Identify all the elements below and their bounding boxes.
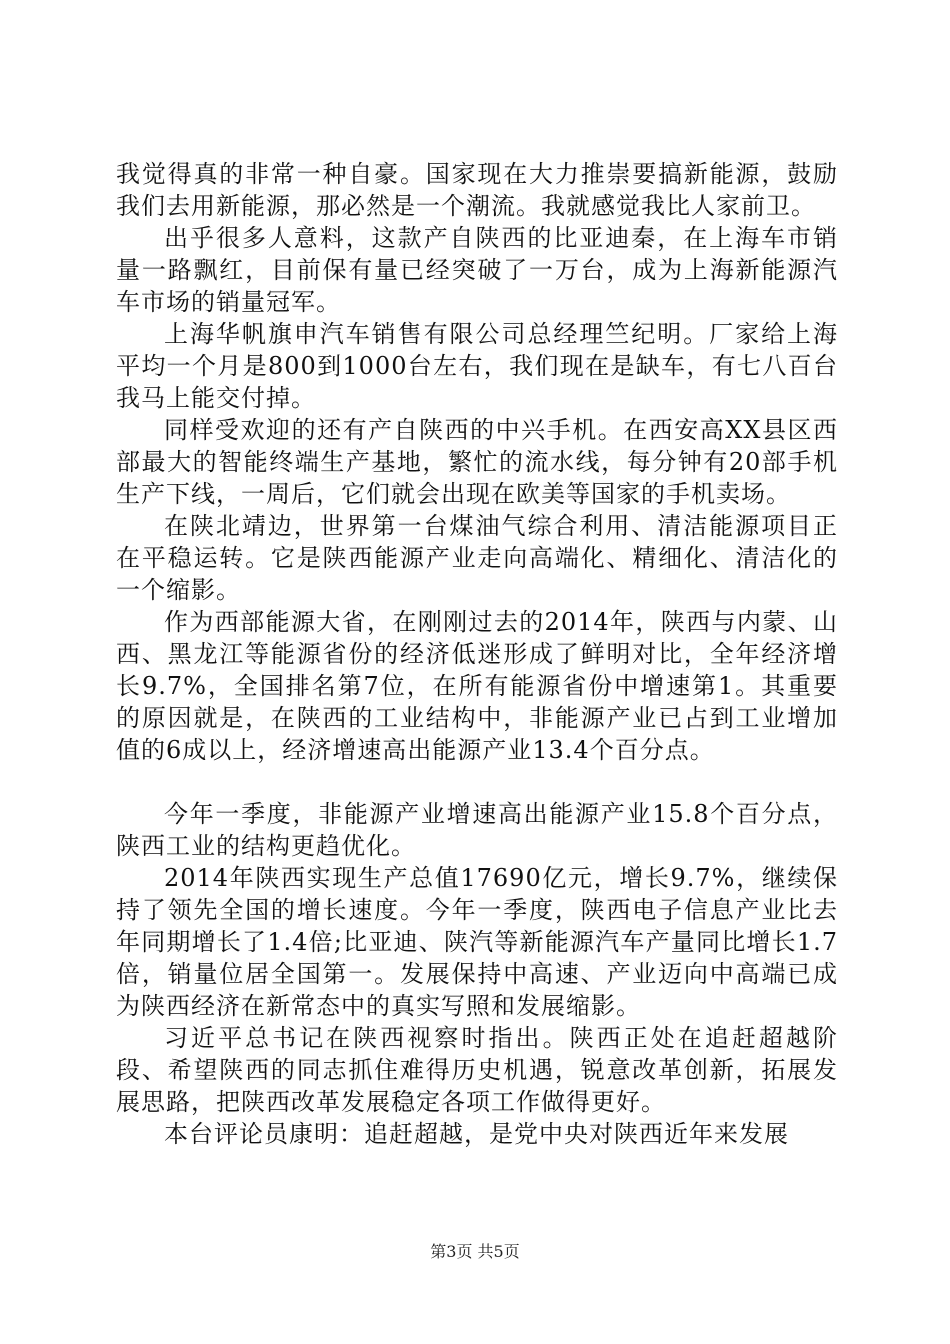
paragraph-6: 作为西部能源大省，在刚刚过去的2014年，陕西与内蒙、山西、黑龙江等能源省份的经济低迷形成了鲜明对比，全年经济增长9.7%，全国排名第7位，在所有能源省份中增速第1。其重要的原因就是，在陕西的工业结构中，非能源产业已占到工业增加值的6成以上，经济增速高出能源产业13.4个百分点。	[116, 608, 838, 764]
paragraph-4: 同样受欢迎的还有产自陕西的中兴手机。在西安高XX县区西部最大的智能终端生产基地，繁忙的流水线，每分钟有20部手机生产下线，一周后，它们就会出现在欧美等国家的手机卖场。	[116, 416, 838, 508]
paragraph-1: 我觉得真的非常一种自豪。国家现在大力推崇要搞新能源，鼓励我们去用新能源，那必然是一个潮流。我就感觉我比人家前卫。	[116, 160, 838, 220]
paragraph-7: 今年一季度，非能源产业增速高出能源产业15.8个百分点，陕西工业的结构更趋优化。	[116, 800, 838, 860]
paragraph-5: 在陕北靖边，世界第一台煤油气综合利用、清洁能源项目正在平稳运转。它是陕西能源产业走向高端化、精细化、清洁化的一个缩影。	[116, 512, 838, 604]
paragraph-10: 本台评论员康明：追赶超越，是党中央对陕西近年来发展	[164, 1120, 789, 1148]
page-number-label: 第3页 共5页	[430, 1242, 520, 1261]
paragraph-8: 2014年陕西实现生产总值17690亿元，增长9.7%，继续保持了领先全国的增长速度。今年一季度，陕西电子信息产业比去年同期增长了1.4倍;比亚迪、陕汽等新能源汽车产量同比增长1.7倍，销量位居全国第一。发展保持中高速、产业迈向中高端已成为陕西经济在新常态中的真实写照和发展缩影。	[116, 864, 838, 1020]
paragraph-3: 上海华帆旗申汽车销售有限公司总经理竺纪明。厂家给上海平均一个月是800到1000台左右，我们现在是缺车，有七八百台我马上能交付掉。	[116, 320, 838, 412]
paragraph-2: 出乎很多人意料，这款产自陕西的比亚迪秦，在上海车市销量一路飘红，目前保有量已经突破了一万台，成为上海新能源汽车市场的销量冠军。	[116, 224, 838, 316]
document-body	[116, 158, 838, 1150]
page-footer	[0, 1242, 950, 1262]
paragraph-9: 习近平总书记在陕西视察时指出。陕西正处在追赶超越阶段、希望陕西的同志抓住难得历史机遇，锐意改革创新，拓展发展思路，把陕西改革发展稳定各项工作做得更好。	[116, 1024, 838, 1116]
